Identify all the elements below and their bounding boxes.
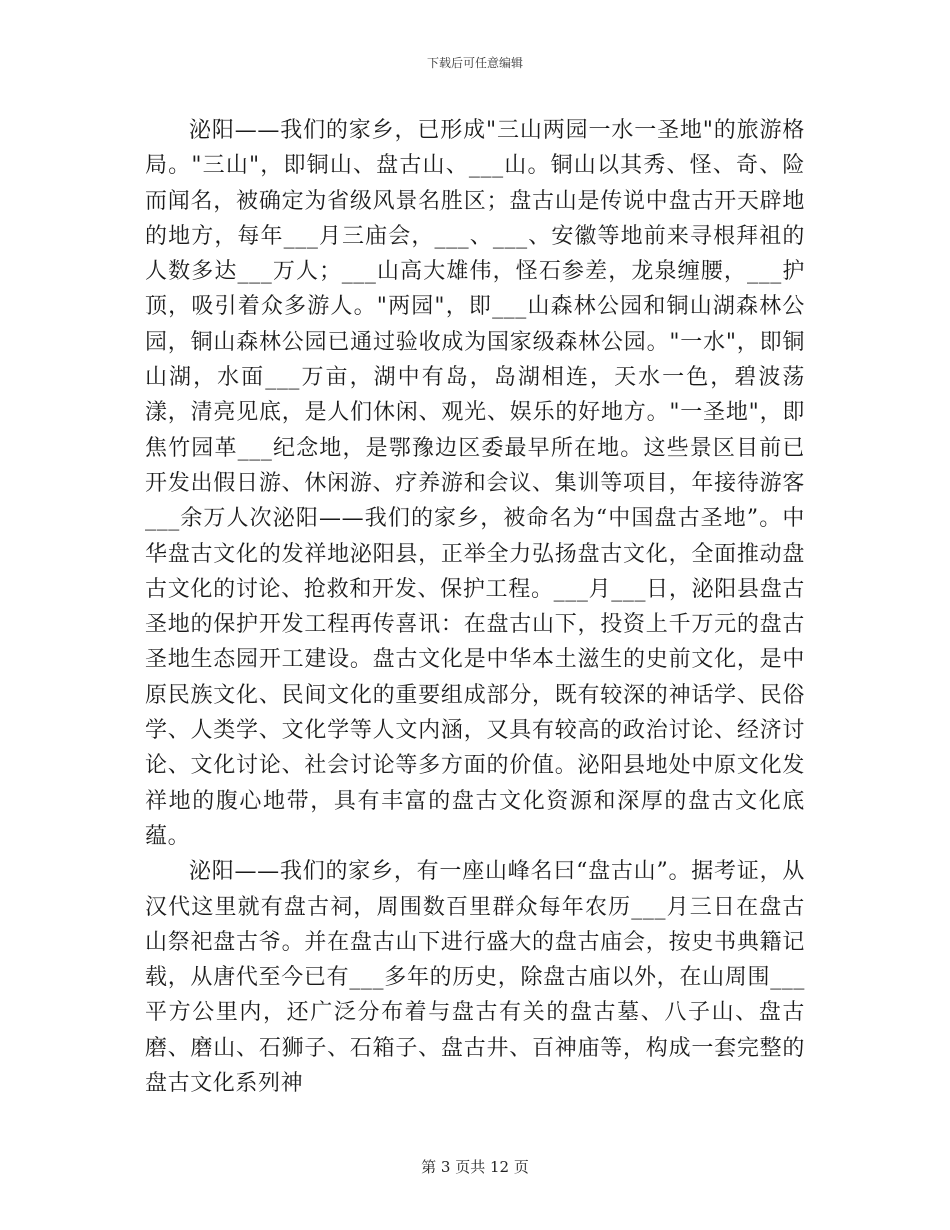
paragraph-2: 泌阳——我们的家乡，有一座山峰名曰“盘古山”。据考证，从汉代这里就有盘古祠，周围数百里群众每年农历___月三日在盘古山祭祀盘古爷。并在盘古山下进行盛大的盘古庙会，按史书典籍记载，从唐代至今已有___多年的历史，除盘古庙以外，在山周围___平方公里内，还广泛分布着与盘古有关的盘古墓、八子山、盘古磨、磨山、石狮子、石箱子、盘古井、百神庙等，构成一套完整的盘古文化系列神	[145, 859, 805, 1097]
document-body	[145, 113, 805, 1101]
page-header-note: 下载后可任意编辑	[426, 56, 523, 70]
page-number: 第 3 页共 12 页	[421, 1158, 529, 1176]
paragraph-1: 泌阳——我们的家乡，已形成"三山两园一水一圣地"的旅游格局。"三山"，即铜山、盘古山、___山。铜山以其秀、怪、奇、险而闻名，被确定为省级风景名胜区；盘古山是传说中盘古开天辟地的地方，每年___月三庙会，___、___、安徽等地前来寻根拜祖的人数多达___万人；___山高大雄伟，怪石参差，龙泉缠腰，___护顶，吸引着众多游人。"两园"，即___山森林公园和铜山湖森林公园，铜山森林公园已通过验收成为国家级森林公园。"一水"，即铜山湖，水面___万亩，湖中有岛，岛湖相连，天水一色，碧波荡漾，清亮见底，是人们休闲、观光、娱乐的好地方。"一圣地"，即焦竹园革___纪念地，是鄂豫边区委最早所在地。这些景区目前已开发出假日游、休闲游、疗养游和会议、集训等项目，年接待游客___余万人次泌阳——我们的家乡，被命名为“中国盘古圣地”。中华盘古文化的发祥地泌阳县，正举全力弘扬盘古文化，全面推动盘古文化的讨论、抢救和开发、保护工程。___月___日，泌阳县盘古圣地的保护开发工程再传喜讯：在盘古山下，投资上千万元的盘古圣地生态园开工建设。盘古文化是中华本土滋生的史前文化，是中原民族文化、民间文化的重要组成部分，既有较深的神话学、民俗学、人类学、文化学等人文内涵，又具有较高的政治讨论、经济讨论、文化讨论、社会讨论等多方面的价值。泌阳县地处中原文化发祥地的腹心地带，具有丰富的盘古文化资源和深厚的盘古文化底蕴。	[145, 118, 805, 849]
